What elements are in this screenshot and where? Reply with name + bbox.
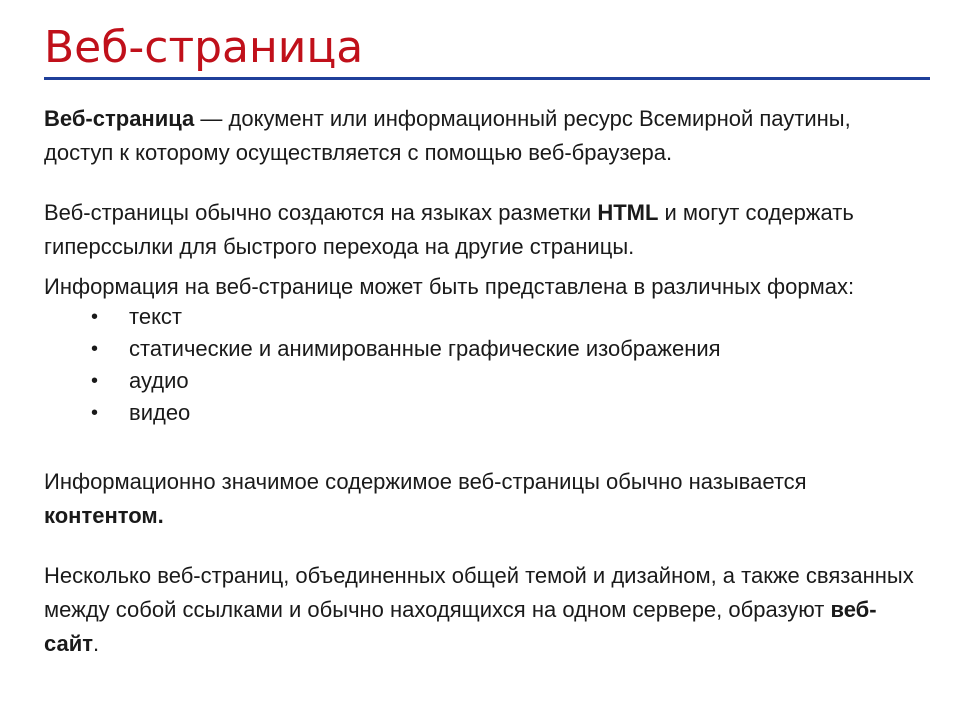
bullet-icon: • xyxy=(91,306,99,328)
bullet-icon: • xyxy=(91,402,99,424)
html-text-after: и могут содержать гиперссылки для быстрого перехода на другие страницы. xyxy=(44,200,854,259)
list-item xyxy=(91,365,924,397)
content-text-before: Информационно значимое содержимое веб-страницы обычно называется xyxy=(44,469,807,494)
website-text-after: . xyxy=(93,631,100,656)
bullet-icon: • xyxy=(91,338,99,360)
list-item-text: статические и анимированные графические изображения xyxy=(129,336,721,361)
website-paragraph xyxy=(44,559,924,661)
bullet-icon: • xyxy=(91,370,99,392)
website-text-before: Несколько веб-страниц, объединенных общей темой и дизайном, а также связанных между собой ссылками и обычно находящихся на одном сервере, образуют xyxy=(44,563,914,622)
definition-term: Веб-страница xyxy=(44,106,195,131)
list-item-text: видео xyxy=(129,400,191,425)
forms-list xyxy=(44,301,924,429)
html-term: HTML xyxy=(597,200,659,225)
html-paragraph xyxy=(44,196,924,264)
list-item xyxy=(91,397,924,429)
list-item xyxy=(91,301,924,333)
website-term: веб-сайт xyxy=(44,597,877,656)
list-item-text: текст xyxy=(129,304,183,329)
content-term: контентом. xyxy=(44,503,164,528)
definition-text: — документ или информационный ресурс Всемирной паутины, доступ к которому осуществляется с помощью веб-браузера. xyxy=(44,106,851,165)
list-item-text: аудио xyxy=(129,368,189,393)
definition-paragraph xyxy=(44,102,924,170)
forms-paragraph: Информация на веб-странице может быть представлена в различных формах: xyxy=(44,274,855,299)
slide-title: Веб-страница xyxy=(44,22,364,73)
html-text-before: Веб-страницы обычно создаются на языках разметки xyxy=(44,200,598,225)
content-paragraph xyxy=(44,465,924,533)
slide-body xyxy=(44,102,924,661)
list-item xyxy=(91,333,924,365)
title-underline xyxy=(44,77,930,80)
